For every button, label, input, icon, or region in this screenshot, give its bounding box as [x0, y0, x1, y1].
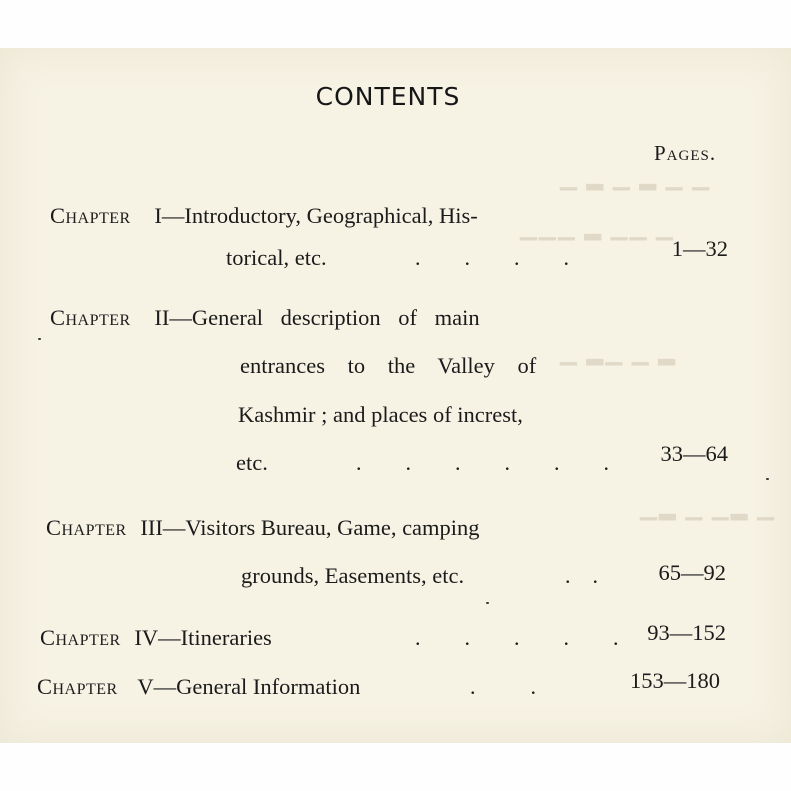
chapter-1-pages: 1—32 [671, 236, 728, 261]
chapter-1-line-2: torical, etc. [226, 245, 327, 270]
dot-leader: . . [565, 563, 598, 588]
chapter-2-pages: 33—64 [660, 441, 728, 466]
chapter-numeral: III [140, 515, 163, 540]
chapter-numeral: I [154, 203, 162, 228]
chapter-5-line-1 [37, 674, 360, 700]
chapter-5-pages: 153—180 [630, 668, 720, 693]
bleed-through-texture: ▁▂ ▁ ▁▂ ▁ [640, 495, 777, 520]
chapter-3-line-1 [46, 515, 616, 541]
chapter-2-line-4: etc. [236, 450, 268, 475]
chapter-label: Chapter [46, 515, 127, 540]
chapter-title-line: —General description of main [169, 305, 480, 330]
contents-title: CONTENTS [315, 82, 461, 111]
dot-leader: . . . . . [415, 625, 619, 650]
chapter-title-line: —General Information [153, 674, 361, 699]
chapter-label: Chapter [50, 305, 131, 330]
chapter-4-pages: 93—152 [647, 620, 726, 645]
chapter-numeral: IV [134, 625, 159, 650]
dot-leader: . . [470, 674, 536, 699]
dot-leader: . . . . . . [356, 450, 609, 475]
chapter-numeral: II [154, 305, 170, 330]
dot-leader: . . . . [415, 245, 569, 270]
chapter-title-line: —Visitors Bureau, Game, camping [162, 515, 480, 540]
chapter-title-line: —Introductory, Geographical, His- [161, 203, 478, 228]
pages-column-label: Pages. [654, 141, 717, 165]
bleed-through-texture: ▁ ▂ ▁ ▂ ▁ ▁ [560, 165, 712, 190]
chapter-2-line-1 [50, 305, 615, 331]
print-speck [486, 602, 489, 604]
chapter-1-line-1 [50, 203, 615, 229]
chapter-2-line-2: entrances to the Valley of [240, 353, 537, 378]
bleed-through-texture: ▁▁▁ ▂ ▁▁ ▁ [520, 215, 675, 240]
chapter-2-line-3: Kashmir ; and places of increst, [238, 402, 523, 427]
chapter-numeral: V [137, 674, 154, 699]
chapter-label: Chapter [40, 625, 121, 650]
chapter-3-pages: 65—92 [658, 560, 726, 585]
chapter-4-line-1 [40, 625, 272, 651]
chapter-3-line-2: grounds, Easements, etc. [241, 563, 465, 588]
print-speck [766, 478, 769, 480]
print-speck [38, 338, 41, 340]
chapter-title-line: —Itineraries [158, 625, 272, 650]
chapter-label: Chapter [50, 203, 131, 228]
bleed-through-texture: ▁ ▂▁ ▁ ▂ [560, 340, 678, 365]
chapter-label: Chapter [37, 674, 118, 699]
